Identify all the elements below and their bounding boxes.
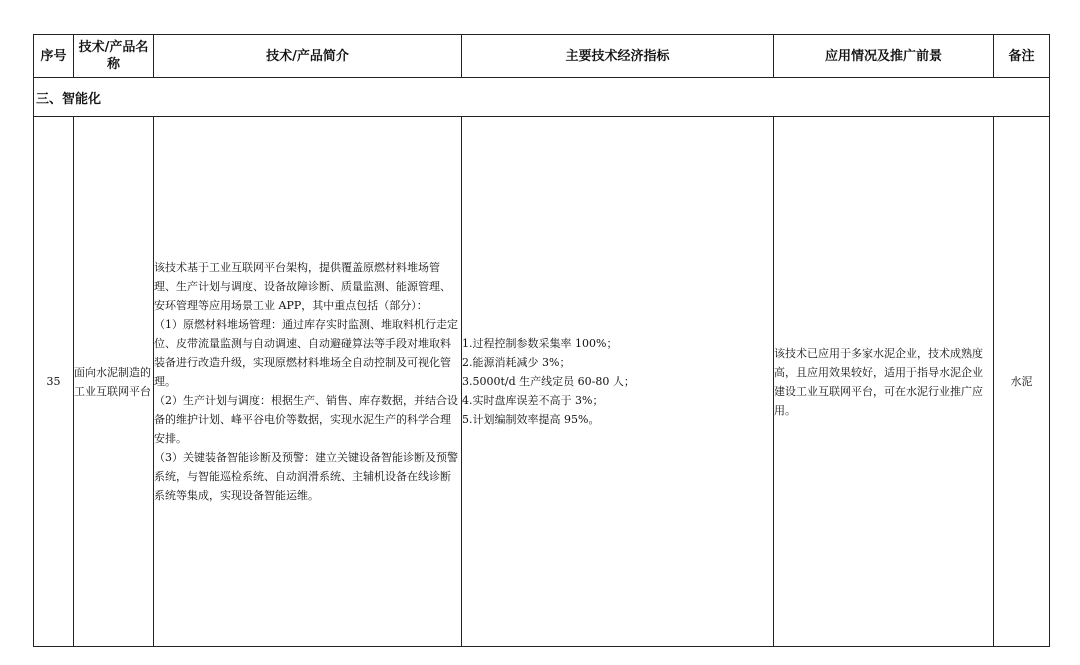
metric-item: 3.5000t/d 生产线定员 60-80 人； [462, 375, 635, 388]
row-name: 面向水泥制造的工业互联网平台 [74, 117, 154, 647]
table-row [34, 117, 1050, 647]
header-intro: 技术/产品简介 [154, 35, 462, 78]
section-title: 三、智能化 [34, 78, 1050, 117]
section-row [34, 78, 1050, 117]
header-name: 技术/产品名称 [74, 35, 154, 78]
intro-item-1: （1）原燃材料堆场管理：通过库存实时监测、堆取料机行走定位、皮带流量监测与自动调速、自动避碰算法等手段对堆取料装备进行改造升级，实现原燃材料堆场全自动控制及可视化管理。 [154, 318, 458, 388]
intro-paragraph: 该技术基于工业互联网平台架构，提供覆盖原燃材料堆场管理、生产计划与调度、设备故障诊断、质量监测、能源管理、安环管理等应用场景工业 APP，其中重点包括（部分）： [154, 261, 451, 312]
header-metrics: 主要技术经济指标 [462, 35, 774, 78]
row-remark: 水泥 [994, 117, 1050, 647]
metric-item: 2.能源消耗减少 3%； [462, 356, 571, 369]
recommended-tech-table [33, 34, 1050, 647]
header-remark: 备注 [994, 35, 1050, 78]
intro-item-2: （2）生产计划与调度：根据生产、销售、库存数据，并结合设备的维护计划、峰平谷电价等数据，实现水泥生产的科学合理安排。 [154, 394, 458, 445]
table-header-row [34, 35, 1050, 78]
intro-item-3: （3）关键装备智能诊断及预警：建立关键设备智能诊断及预警系统，与智能巡检系统、自动润滑系统、主辅机设备在线诊断系统等集成，实现设备智能运维。 [154, 451, 458, 502]
metric-item: 5.计划编制效率提高 95%。 [462, 413, 600, 426]
metric-item: 4.实时盘库误差不高于 3%； [462, 394, 604, 407]
row-intro [154, 117, 462, 647]
row-index: 35 [34, 117, 74, 647]
header-application: 应用情况及推广前景 [774, 35, 994, 78]
row-application: 该技术已应用于多家水泥企业，技术成熟度高，且应用效果较好，适用于指导水泥企业建设工业互联网平台，可在水泥行业推广应用。 [774, 117, 994, 647]
header-index: 序号 [34, 35, 74, 78]
metric-item: 1.过程控制参数采集率 100%； [462, 337, 618, 350]
row-metrics [462, 117, 774, 647]
